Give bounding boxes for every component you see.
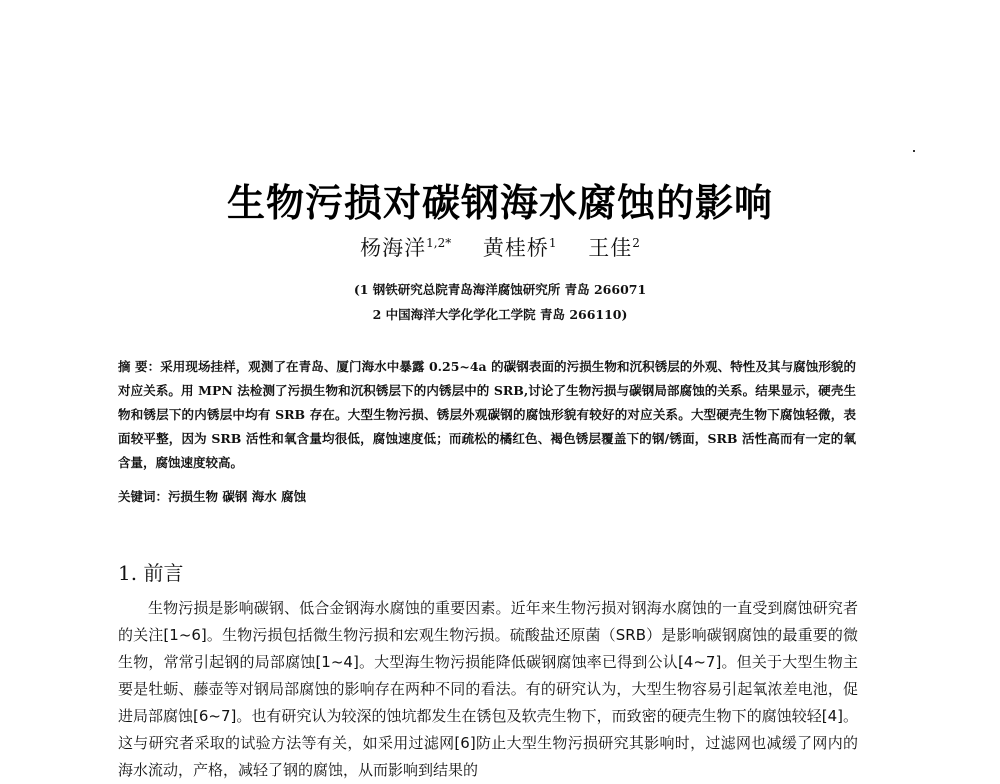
author-list xyxy=(0,232,1000,262)
author-affiliation-mark: 2 xyxy=(632,236,640,250)
author-name: 王佳 xyxy=(588,236,633,260)
keywords-text: 污损生物 碳钢 海水 腐蚀 xyxy=(168,489,307,504)
abstract xyxy=(118,355,856,475)
affiliation-2: 2 中国海洋大学化学化工学院 青岛 266110) xyxy=(372,307,628,322)
abstract-label: 摘 要： xyxy=(118,359,161,374)
author-3 xyxy=(588,236,640,260)
paper-title: 生物污损对碳钢海水腐蚀的影响 xyxy=(226,180,773,225)
abstract-text: 采用现场挂样，观测了在青岛、厦门海水中暴露 0.25~4a 的碳钢表面的污损生物和沉积锈层的外观、特性及其与腐蚀形貌的对应关系。用 MPN 法检测了污损生物和沉积锈层下的内锈层中的 SRB,讨论了生物污损与碳钢局部腐蚀的关系。结果显示，硬壳生物和锈层下的内锈层中均有 SRB 存在。大型生物污损、锈层外观碳钢的腐蚀形貌有较好的对应关系。大型硬壳生物下腐蚀轻微，表面较平整，因为 SRB 活性和氧含量均很低，腐蚀速度低；而疏松的橘红色、褐色锈层覆盖下的钢/锈面，SRB 活性高而有一定的氧含量，腐蚀速度较高。 xyxy=(118,359,856,470)
keywords-label: 关键词： xyxy=(118,489,169,504)
affiliation-1: (1 钢铁研究总院青岛海洋腐蚀研究所 青岛 266071 xyxy=(353,282,647,297)
author-1 xyxy=(360,236,451,260)
section-heading: 1. 前言 xyxy=(118,561,184,585)
author-affiliation-mark: 1 xyxy=(548,236,557,250)
intro-paragraph: 生物污损是影响碳钢、低合金钢海水腐蚀的重要因素。近年来生物污损对钢海水腐蚀的一直受到腐蚀研究者的关注[1~6]。生物污损包括微生物污损和宏观生物污损。硫酸盐还原菌（SRB）是影响碳钢腐蚀的最重要的微生物，常常引起钢的局部腐蚀[1~4]。大型海生物污损能降低碳钢腐蚀率已得到公认[4~7]。但关于大型生物主要是牡蛎、藤壶等对钢局部腐蚀的影响存在两种不同的看法。有的研究认为，大型生物容易引起氧浓差电池，促进局部腐蚀[6~7]。也有研究认为较深的蚀坑都发生在锈包及软壳生物下，而致密的硬壳生物下的腐蚀较轻[4]。这与研究者采取的试验方法等有关，如采用过滤网[6]防止大型生物污损研究其影响时，过滤网也减缓了网内的海水流动，产格，减轻了钢的腐蚀，从而影响到结果的 xyxy=(118,599,858,779)
author-name: 杨海洋 xyxy=(360,236,427,260)
speck-mark xyxy=(913,150,915,152)
author-affiliation-mark: 1,2* xyxy=(426,236,452,250)
author-2 xyxy=(483,236,557,260)
keywords xyxy=(118,487,856,505)
author-name: 黄桂桥 xyxy=(482,236,549,260)
